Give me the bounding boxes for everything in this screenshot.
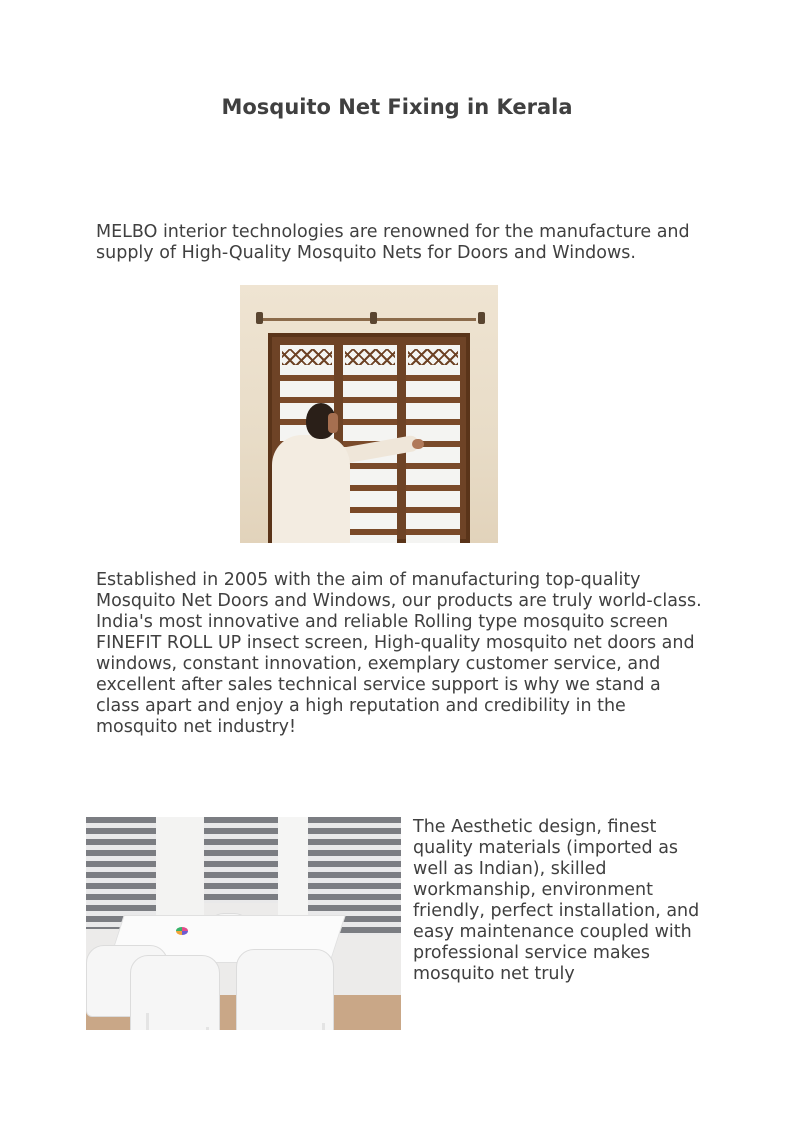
chair <box>236 949 334 1030</box>
room-blinds-photo <box>86 817 401 1030</box>
intro-paragraph: MELBO interior technologies are renowned for the manufacture and supply of High-Quality Mosquito Nets for Doors and Windows. <box>96 222 690 263</box>
rod-bracket <box>256 312 263 324</box>
person-face <box>328 413 338 433</box>
page-title: Mosquito Net Fixing in Kerala <box>221 95 573 119</box>
rod-bracket <box>370 312 377 324</box>
zebra-blind <box>86 817 156 929</box>
design-paragraph: The Aesthetic design, finest quality materials (imported as well as Indian), skilled workmanship, environment friendly, perfect installation, and easy maintenance coupled with professional service makes mosquito net truly <box>413 817 700 984</box>
chair <box>130 955 220 1030</box>
about-paragraph: Established in 2005 with the aim of manufacturing top-quality Mosquito Net Doors and Windows, our products are truly world-class. India's most innovative and reliable Rolling type mosquito screen FINEFIT ROLL UP insect screen, High-quality mosquito net doors and windows, constant innovation, exemplary customer service, and excellent after sales technical service support is why we stand a class apart and enjoy a high reputation and credibility in the mosquito net industry! <box>96 570 702 737</box>
person-body <box>272 435 350 543</box>
zebra-blind <box>204 817 278 903</box>
person-hand <box>412 439 424 449</box>
window-installation-photo <box>240 285 498 543</box>
chair-leg <box>322 1023 325 1030</box>
chair-leg <box>206 1027 209 1030</box>
chair-leg <box>146 1013 149 1030</box>
rod-bracket <box>478 312 485 324</box>
table-decoration <box>176 927 188 935</box>
curtain-rod <box>262 318 476 321</box>
